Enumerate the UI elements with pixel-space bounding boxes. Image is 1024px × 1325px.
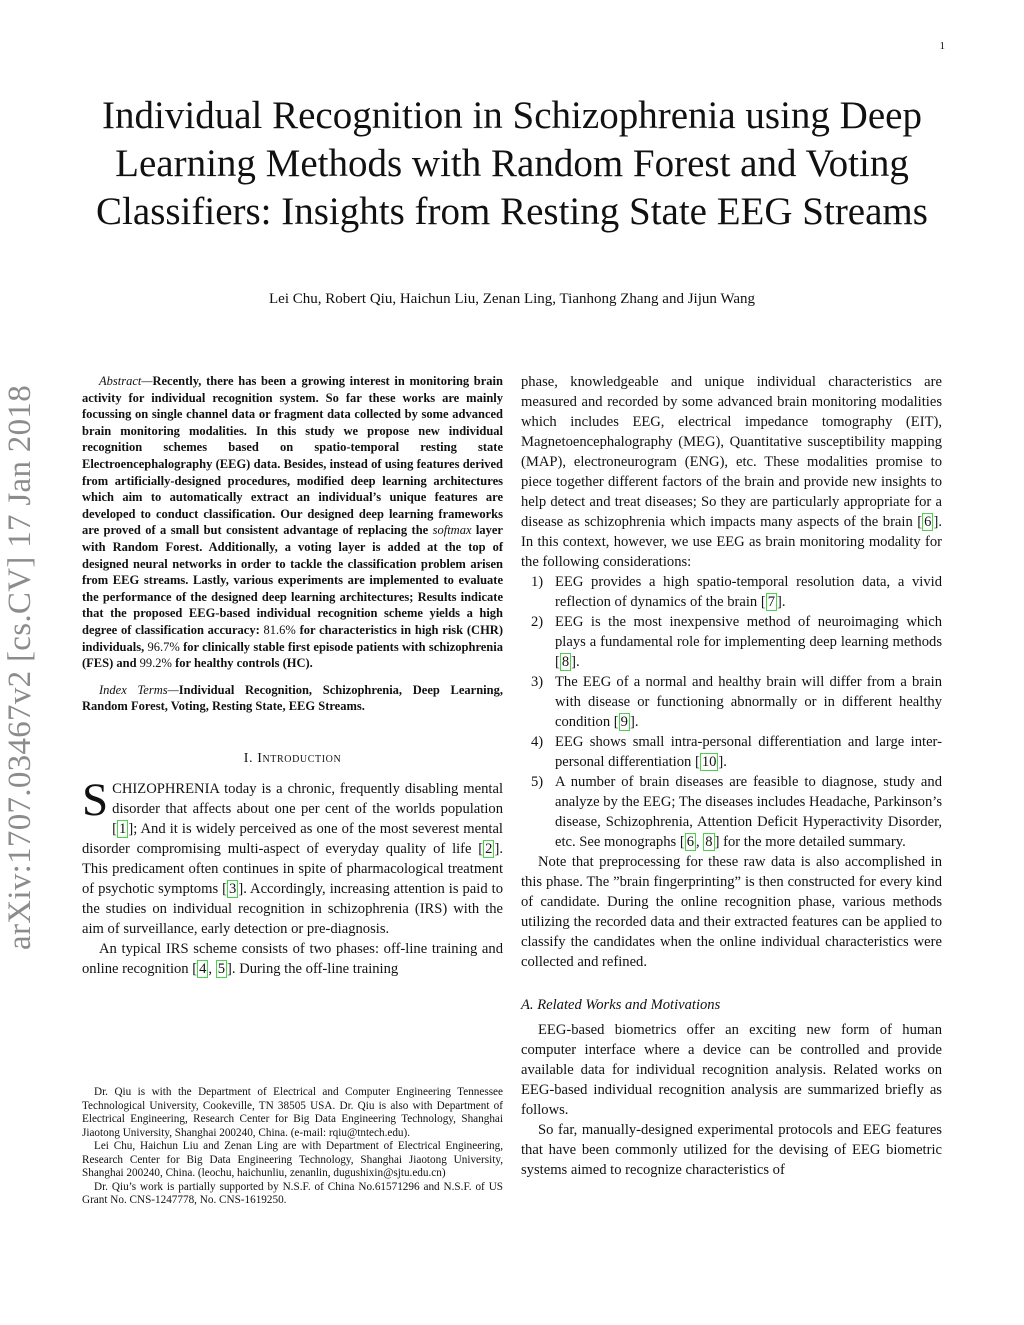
list-item: 1) EEG provides a high spatio-temporal resolution data, a vivid reflection of dynamics of the brain [ 7 ]. — [531, 574, 942, 610]
abstract-text: for clinically stable first episode patients with schizophrenia (FES) and — [82, 639, 503, 671]
paragraph-text: . Accordingly, increasing attention is paid to the studies on individual recognition in schizophrenia (IRS) with the aim of surveillance, early detection or pre-diagnosis. — [82, 880, 503, 937]
footnote: Dr. Qiu is with the Department of Electrical and Computer Engineering Tennessee Technological University, Cookeville, TN 38505 USA. Dr. Qiu is also with Department of Electrical Engineering, Research Center for Big Data Engineering Technology, Shanghai Jiaotong University, Shanghai 200240, China. (e-mail: rqiu@tntech.edu). — [82, 1086, 503, 1139]
citation-link[interactable]: 2 — [485, 840, 493, 857]
paper-title: Individual Recognition in Schizophrenia using Deep Learning Methods with Random Forest and Voting Classifiers: Insights from Resting State EEG Streams — [96, 94, 928, 233]
list-end: . — [576, 654, 580, 670]
footnote: Lei Chu, Haichun Liu and Zenan Ling are with Department of Electrical Engineering, Research Center for Big Data Engineering Technology, Shanghai Jiaotong University, Shanghai 200240, China. (leochu, haichunliu, zenanlin, dugushixin@sjtu.edu.cn) — [82, 1140, 503, 1179]
index-terms-label: Index Terms— — [99, 682, 179, 697]
page-number: 1 — [939, 40, 945, 52]
paragraph-text: . During the off-line training — [231, 960, 399, 977]
list-number: 4) — [531, 734, 544, 750]
accuracy-hc: 99.2% — [139, 656, 172, 671]
index-terms — [82, 682, 503, 715]
intro-paragraph-2: An typical IRS scheme consists of two phases: off-line training and online recognition [ 4 , 5 ]. During the off-line training — [82, 940, 503, 977]
citation-link[interactable]: 1 — [119, 820, 127, 837]
right-paragraph-2: Note that preprocessing for these raw data is also accomplished in this phase. The ”brain fingerprinting” is then constructed for every kind of candidate. During the online recognition phase, various methods utilizing the recorded data and their extracted features can be applied to classify the candidates when the online individual characteristics were collected and refined. — [521, 854, 942, 970]
citation-link[interactable]: 6 — [924, 514, 932, 530]
list-item: 5) A number of brain diseases are feasible to diagnose, study and analyze by the EEG; The diseases includes Headache, Parkinson’s disease, Schizophrenia, Attention Deficit Hyperactivity Disorder, etc. See monographs [ 6 , 8 ] for the more detailed summary. — [531, 774, 942, 850]
abstract-text: for healthy controls (HC). — [171, 656, 313, 671]
right-column — [521, 372, 942, 1180]
abstract-text: for characteristics in high risk (CHR) individuals, — [82, 622, 504, 654]
section-title: Introduction — [257, 750, 342, 766]
citation-link[interactable]: 5 — [217, 960, 226, 977]
drop-cap: S — [82, 773, 109, 826]
author-list: Lei Chu, Robert Qiu, Haichun Liu, Zenan Ling, Tianhong Zhang and Jijun Wang — [269, 291, 755, 307]
list-text: The EEG of a normal and healthy brain will differ from a brain with disease or functioning abnormally or in different healthy condition — [555, 674, 942, 730]
list-text: EEG shows small intra-personal differentiation and large inter-personal differentiation — [555, 734, 942, 770]
abstract-label: Abstract— — [99, 374, 153, 388]
list-text: EEG is the most inexpensive method of neuroimaging which plays a fundamental role for implementing deep learning methods — [555, 614, 942, 650]
citation-link[interactable]: 8 — [705, 834, 713, 850]
paragraph-text: CHIZOPHRENIA today is a chronic, frequently disabling mental disorder that affects about one per cent of the worlds population — [112, 780, 503, 817]
right-paragraph-4: So far, manually-designed experimental protocols and EEG features that have been commonly utilized for the devising of EEG biometric systems aimed to recognize characteristics of — [521, 1122, 942, 1178]
paragraph-text: . In this context, however, we use EEG as brain monitoring modality for the following considerations: — [521, 514, 942, 570]
citation-link[interactable]: 9 — [620, 714, 628, 730]
footnote: Dr. Qiu’s work is partially supported by N.S.F. of China No.61571296 and N.S.F. of US Grant No. CNS-1247778, No. CNS-1619250. — [82, 1180, 503, 1206]
list-item: 2) EEG is the most inexpensive method of neuroimaging which plays a fundamental role for implementing deep learning methods [ 8 ]. — [531, 614, 942, 670]
citation-link[interactable]: 8 — [561, 654, 570, 670]
considerations-list — [521, 572, 942, 852]
paragraph-text: An typical IRS scheme consists of two phases: off-line training and online recognition — [82, 940, 503, 977]
abstract-text: Recently, there has been a growing interest in monitoring brain activity for individual recognition system. So far these works are mainly focussing on single channel data or fragment data collected by some advanced brain monitoring modalities. In this study we propose new individual recognition schemes based on spatio-temporal resting state Electroencephalography (EEG) data. Besides, instead of using features derived from artificially-designed procedures, modified deep learning architectures which aim to automatically extract an individual’s unique features are developed to conduct classification. Our designed deep learning frameworks are proved of a small but consistent advantage of replacing the — [82, 374, 503, 538]
right-paragraph-1: phase, knowledgeable and unique individual characteristics are measured and recorded by some advanced brain monitoring modalities which includes EEG, electrical impedance tomography (EIT), Magnetoencephalography (MEG), Quantitative susceptibility mapping (MAP), electroneurogram (ENG), etc. These modalities promise to piece together different factors of the brain and provide new insights to help detect and treat diseases; So they are particularly appropriate for a disease as schizophrenia which impacts many aspects of the brain [ 6 ]. In this context, however, we use EEG as brain monitoring modality for the following considerations: — [521, 374, 942, 570]
list-end: . — [634, 714, 639, 730]
index-terms-text: Individual Recognition, Schizophrenia, Deep Learning, Random Forest, Voting, Resting State, EEG Streams. — [82, 682, 503, 714]
citation-link[interactable]: 10 — [701, 754, 717, 770]
list-item: 4) EEG shows small intra-personal differentiation and large inter-personal differentiation [ 10 ]. — [531, 734, 942, 770]
list-end: . — [781, 594, 786, 610]
citation-link[interactable]: 6 — [686, 834, 694, 850]
list-number: 3) — [531, 674, 544, 690]
abstract-text: layer with Random Forest. Additionally, a voting layer is added at the top of designed neural networks in order to tackle the classification problem arisen from EEG streams. Lastly, various experiments are implemented to evaluate the performance of the designed deep learning architectures; Results indicate that the proposed EEG-based individual recognition scheme yields a high degree of classification accuracy: — [82, 523, 503, 637]
list-number: 2) — [531, 614, 544, 630]
list-number: 1) — [531, 574, 544, 590]
list-end: for the more detailed summary. — [719, 834, 906, 850]
paragraph-text: . This predicament often continues in spite of pharmacological treatment of psychotic symptoms — [82, 840, 503, 897]
intro-paragraph-1: SCHIZOPHRENIA today is a chronic, frequently disabling mental disorder that affects about one per cent of the worlds population [ 1 ]; And it is widely perceived as one of the most severest mental disorder compromising multi-aspect of everyday quality of life [ 2 ]. This predicament often continues in spite of pharmacological treatment of psychotic symptoms [ 3 ]. Accordingly, increasing attention is paid to the studies on individual recognition in schizophrenia (IRS) with the aim of surveillance, early detection or pre-diagnosis. — [82, 773, 503, 937]
list-text: A number of brain diseases are feasible to diagnose, study and analyze by the EEG; The diseases includes Headache, Parkinson’s disease, Schizophrenia, Attention Deficit Hyperactivity Disorder, etc. See monographs — [555, 774, 942, 850]
left-column — [82, 373, 503, 979]
list-item: 3) The EEG of a normal and healthy brain will differ from a brain with disease or functioning abnormally or in different healthy condition [ 9 ]. — [531, 674, 942, 730]
citation-link[interactable]: 7 — [767, 594, 776, 610]
section-numeral: I. — [243, 750, 258, 766]
accuracy-chr: 81.6% — [263, 622, 296, 637]
accuracy-fes: 96.7% — [147, 639, 180, 654]
list-end: . — [723, 754, 727, 770]
list-text: EEG provides a high spatio-temporal resolution data, a vivid reflection of dynamics of the brain — [555, 574, 942, 610]
arxiv-identifier-stamp: arXiv:1707.03467v2 [cs.CV] 17 Jan 2018 — [2, 384, 38, 950]
right-paragraph-3: EEG-based biometrics offer an exciting new form of human computer interface where a device can be controlled and provide available data for individual recognition analysis. Related works on EEG-based individual recognition analysis are summarized briefly as follows. — [521, 1022, 942, 1118]
paragraph-text: phase, knowledgeable and unique individual characteristics are measured and recorded by some advanced brain monitoring modalities which includes EEG, electrical impedance tomography (EIT), Magnetoencephalography (MEG), Quantitative susceptibility mapping (MAP), electroneurogram (ENG), etc. These modalities promise to piece together different factors of the brain and provide new insights to help detect and treat diseases; So they are particularly appropriate for a disease as schizophrenia which impacts many aspects of the brain — [521, 374, 942, 530]
citation-link[interactable]: 4 — [199, 960, 207, 977]
abstract — [82, 373, 503, 672]
paragraph-text: ; And it is widely perceived as one of the most severest mental disorder compromising multi-aspect of everyday quality of life — [82, 820, 503, 857]
citation-link[interactable]: 3 — [229, 880, 237, 897]
list-number: 5) — [531, 774, 544, 790]
subsection-heading: A. Related Works and Motivations — [521, 997, 721, 1013]
softmax-term: softmax — [432, 523, 472, 538]
section-heading-introduction — [82, 751, 503, 767]
footnotes — [82, 1086, 503, 1208]
